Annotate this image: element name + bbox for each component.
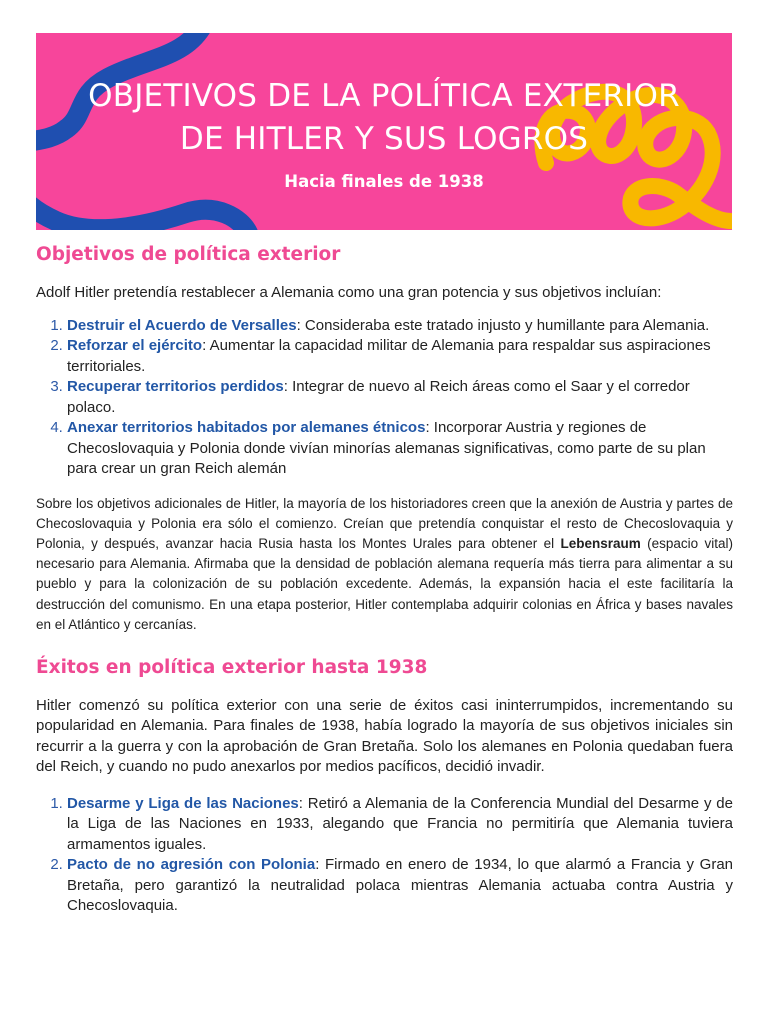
list-item-text: : Incorporar Austria y regiones de Checoslovaquia y Polonia donde vivían minorías alemanas significativas, como parte de su plan para crear un gran Reich alemán [67,419,706,477]
list-item-text: : Retiró a Alemania de la Conferencia Mundial del Desarme y de la Liga de las Naciones en 1933, alegando que Francia no permitiría que Alemania tuviera armamentos iguales. [67,794,733,853]
list-item-text: : Integrar de nuevo al Reich áreas como el Saar y el corredor polaco. [67,378,690,416]
title-line-2: DE HITLER Y SUS LOGROS [179,121,589,157]
objectives-list [36,316,733,480]
list-item [67,794,733,856]
list-item-term: Destruir el Acuerdo de Versalles [67,316,297,334]
list-item-term: Reforzar el ejército [67,337,203,354]
list-item [67,316,733,337]
list-item [67,418,733,480]
list-item [67,855,733,917]
list-item-text: : Firmado en enero de 1934, lo que alarmó a Francia y Gran Bretaña, pero garantizó la neutralidad polaca mientras Alemania actuaba contra Austria y Checoslovaquia. [67,856,734,915]
lebensraum-term: Lebensraum [560,535,641,551]
successes-list [36,794,733,917]
title-line-1: OBJETIVOS DE LA POLÍTICA EXTERIOR [88,78,680,114]
list-item [67,377,733,418]
section1-paragraph [36,494,733,635]
list-item-term: Recuperar territorios perdidos [67,378,284,395]
list-item-term: Desarme y Liga de las Naciones [67,794,299,812]
paragraph-text-1: Sobre los objetivos adicionales de Hitler, la mayoría de los historiadores creen que la anexión de Austria y partes de Checoslovaquia y Polonia era sólo el comienzo. Creían que pretendía conquistar el resto de Checoslovaquia y Polonia, y después, avanzar hacia Rusia hasta los Montes Urales para obtener el [36,495,733,551]
list-item-text: : Consideraba este tratado injusto y humillante para Alemania. [296,316,710,334]
list-item [67,336,733,377]
page-subtitle: Hacia finales de 1938 [284,172,484,191]
list-item-term: Anexar territorios habitados por alemanes étnicos [67,419,426,436]
paragraph-text-2: (espacio vital) necesario para Alemania. Afirmaba que la densidad de población alemana requería más tierra para alimentar a su pueblo y para la colonización de su población excedente. Además, la expansión hacia el este facilitaría la destrucción del comunismo. En una etapa posterior, Hitler contemplaba adquirir colonias en África y bases navales en el Atlántico y cercanías. [36,535,733,632]
header-banner [36,33,732,230]
section-heading-objetivos: Objetivos de política exterior [36,244,341,265]
section2-intro: Hitler comenzó su política exterior con una serie de éxitos casi ininterrumpidos, incrementando su popularidad en Alemania. Para finales de 1938, había logrado la mayoría de sus objetivos iniciales sin recurrir a la guerra y con la aprobación de Gran Bretaña. Solo los alemanes en Polonia quedaban fuera del Reich, y cuando no pudo anexarlos por medios pacíficos, decidió invadir. [36,696,733,776]
document-body [36,244,733,917]
section-heading-exitos: Éxitos en política exterior hasta 1938 [36,656,428,678]
page-title [36,75,732,161]
list-item-text: : Aumentar la capacidad militar de Alemania para respaldar sus aspiraciones territoriales. [67,337,711,375]
section1-intro: Adolf Hitler pretendía restablecer a Alemania como una gran potencia y sus objetivos incluían: [36,284,662,301]
list-item-term: Pacto de no agresión con Polonia [67,856,316,874]
